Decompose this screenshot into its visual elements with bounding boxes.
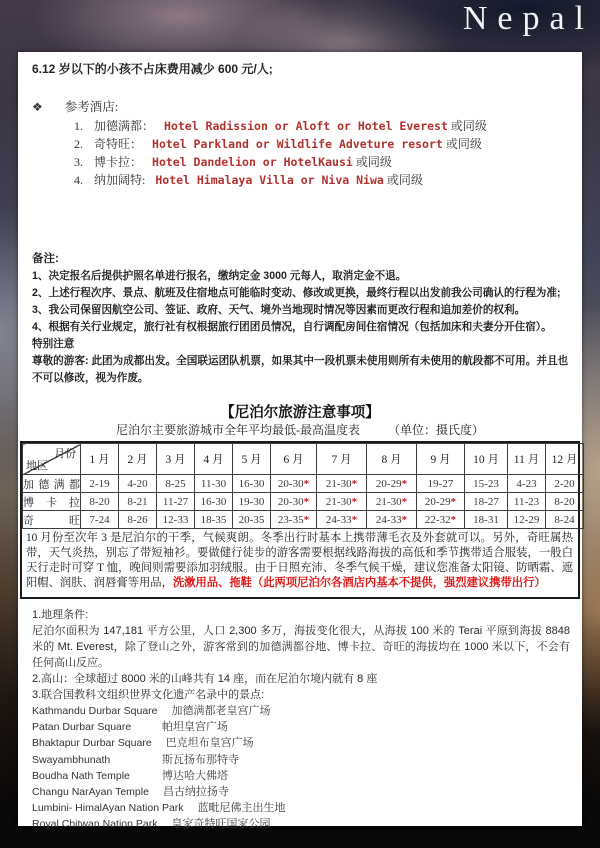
heritage-chinese-name: 斯瓦扬布那特寺	[162, 753, 239, 766]
month-header-cell: 4 月	[195, 444, 233, 475]
temperature-cell: 11-27	[157, 493, 195, 511]
heritage-chinese-name: 皇家奇特旺国家公园	[171, 818, 271, 831]
temperature-cell: 24-33*	[317, 511, 367, 529]
hotel-item-suffix: 或同级	[383, 173, 423, 187]
brand-title: Nepal	[462, 0, 594, 37]
heritage-list-item	[32, 816, 570, 832]
notes-list	[32, 268, 570, 336]
city-label-cell: 奇旺	[23, 511, 81, 529]
red-asterisk: *	[401, 513, 408, 526]
temperature-cell: 18-31	[465, 511, 508, 529]
temperature-cell: 21-30*	[367, 493, 417, 511]
month-header-cell: 8 月	[367, 444, 417, 475]
child-discount-note: 6.12 岁以下的小孩不占床费用减少 600 元/人;	[32, 62, 273, 76]
temperature-cell: 16-30	[233, 475, 271, 493]
heritage-english-name: Changu NarAyan Temple	[32, 786, 149, 799]
notes-title: 备注:	[32, 253, 59, 265]
special-notice-text: 尊敬的游客: 此团为成都出发。全国联运团队机票，如果其中一段机票未使用则所有未使用的航段都不可用。并且也不可以修改，视为作废。	[32, 355, 569, 384]
heritage-chinese-name: 巴克坦布皇宫广场	[165, 737, 254, 750]
notes-section	[32, 251, 570, 387]
heritage-list	[32, 703, 570, 833]
month-header-cell: 10 月	[465, 444, 508, 475]
mountains-heading: 2.高山：全球超过 8000 米的山峰共有 14 座，而在尼泊尔境内就有 8 座	[32, 673, 378, 685]
heritage-list-item	[32, 768, 570, 784]
temperature-cell: 21-30*	[317, 475, 367, 493]
hotel-list-item	[30, 153, 570, 171]
heritage-english-name: Lumbini- HimalAyan Nation Park	[32, 802, 184, 815]
special-notice-title: 特别注意	[32, 338, 75, 350]
temperature-cell: 12-33	[157, 511, 195, 529]
temperature-cell: 8-20	[81, 493, 119, 511]
temperature-cell: 4-20	[119, 475, 157, 493]
temperature-cell: 12-29	[508, 511, 546, 529]
geography-heading: 1.地理条件:	[32, 609, 89, 621]
table-title: 尼泊尔主要旅游城市全年平均最低-最高温度表	[115, 423, 360, 437]
unit-note: （单位：摄氏度）	[387, 423, 484, 437]
heritage-english-name: Swayambhunath	[32, 753, 111, 766]
temperature-row	[23, 511, 584, 529]
heritage-list-item	[32, 719, 570, 735]
temperature-cell: 21-30*	[317, 493, 367, 511]
heritage-english-name: Bhaktapur Durbar Square	[32, 737, 152, 750]
month-header-cell: 11 月	[508, 444, 546, 475]
temperature-cell: 23-35*	[271, 511, 317, 529]
heritage-english-name: Royal Chitwan Nation Park	[32, 818, 158, 831]
month-header-cell: 9 月	[417, 444, 465, 475]
red-asterisk: *	[351, 477, 358, 490]
temperature-row	[23, 493, 584, 511]
heritage-chinese-name: 博达哈大佛塔	[162, 769, 228, 782]
red-asterisk: *	[303, 495, 310, 508]
geography-paragraph: 尼泊尔面积为 147,181 平方公里，人口 2,300 多万，海拔变化很大，从海拔 100 米的 Terai 平原到海拔 8848 米的 Mt. Everest，除了登山之外，游客常到的加德满都谷地、博卡拉、奇旺的海拔均在 1000 米以下，不会有任何高山反应。	[32, 625, 570, 669]
heritage-list-item	[32, 752, 570, 768]
temperature-cell: 16-30	[195, 493, 233, 511]
temperature-cell: 15-23	[465, 475, 508, 493]
section-title: 【尼泊尔旅游注意事项】	[220, 405, 380, 421]
notes-list-item: 4、根据有关行业规定，旅行社有权根据旅行团团员情况，自行调配房间住宿情况（包括加床和夫妻分开住宿）。	[32, 321, 552, 333]
heritage-chinese-name: 加德满都老皇宫广场	[171, 705, 271, 717]
month-header-cell: 6 月	[271, 444, 317, 475]
month-header-cell: 5 月	[233, 444, 271, 475]
temperature-cell: 20-29*	[367, 475, 417, 493]
heritage-english-name: Kathmandu Durbar Square	[32, 705, 158, 717]
table-caption	[30, 422, 570, 439]
hotel-item-name: Hotel Parkland or Wildlife Adveture resort	[152, 137, 443, 151]
corner-month-label: 月份	[54, 448, 76, 460]
heritage-chinese-name: 帕坦皇宫广场	[162, 721, 228, 734]
month-header-cell: 1 月	[81, 444, 119, 475]
hotels-title: 参考酒店:	[64, 100, 119, 114]
temperature-cell: 11-23	[508, 493, 546, 511]
red-asterisk: *	[401, 495, 408, 508]
geography-section	[32, 607, 570, 833]
temperature-cell: 8-25	[157, 475, 195, 493]
temperature-cell: 18-35	[195, 511, 233, 529]
hotel-item-city: 加德满都：	[94, 119, 155, 133]
hotel-item-number: 4.	[74, 173, 83, 187]
heritage-list-item	[32, 703, 570, 719]
red-asterisk: *	[351, 495, 358, 508]
hotel-list-item	[30, 117, 570, 135]
climate-text: 10 月份至次年 3 是尼泊尔的干季，气候爽朗。冬季出行时基本上携带薄毛衣及外套就可以。另外，奇旺属热带，天气炎热，别忘了带短袖衫。要做健行徒步的游客需要根据线路海拔的高低和季节携带适合服装，一般白天行走时可穿 T 恤，晚间则需要添加羽绒服。由于日照充沛、冬季气候干燥，建议您准备太阳镜、防晒霜、遮阳帽、润肤、润唇膏等用品，	[26, 532, 573, 589]
document-page	[18, 52, 582, 831]
temperature-cell: 8-20	[546, 493, 584, 511]
city-label-cell: 加德满都	[23, 475, 81, 493]
temperature-cell: 7-24	[81, 511, 119, 529]
hotel-list-item	[30, 135, 570, 153]
heritage-english-name: Patan Durbar Square	[32, 721, 132, 734]
temperature-cell: 20-30*	[271, 475, 317, 493]
heritage-english-name: Boudha Nath Temple	[32, 769, 130, 782]
corner-region-label: 地区	[26, 460, 48, 472]
table-header-row	[23, 444, 584, 475]
temperature-cell: 2-20	[546, 475, 584, 493]
hotel-item-suffix: 或同级	[352, 155, 392, 169]
month-header-cell: 7 月	[317, 444, 367, 475]
hotel-list	[30, 117, 570, 189]
temperature-cell: 24-33*	[367, 511, 417, 529]
hotel-item-suffix: 或同级	[447, 119, 487, 133]
hotel-item-number: 3.	[74, 155, 83, 169]
temperature-cell: 19-27	[417, 475, 465, 493]
temperature-cell: 4-23	[508, 475, 546, 493]
hotel-item-city: 博卡拉：	[94, 155, 143, 169]
red-asterisk: *	[303, 513, 310, 526]
temperature-cell: 2-19	[81, 475, 119, 493]
temperature-box	[20, 441, 580, 599]
temperature-cell: 20-30*	[271, 493, 317, 511]
heritage-list-item	[32, 784, 570, 800]
climate-note	[22, 529, 578, 597]
temperature-cell: 22-32*	[417, 511, 465, 529]
red-asterisk: *	[450, 513, 457, 526]
red-asterisk: *	[401, 477, 408, 490]
heritage-heading: 3.联合国教科文组织世界文化遗产名录中的景点:	[32, 689, 265, 701]
red-asterisk: *	[351, 513, 358, 526]
month-header-cell: 3 月	[157, 444, 195, 475]
hotel-item-name: Hotel Dandelion or HotelKausi	[152, 155, 353, 169]
month-region-corner-cell	[23, 444, 81, 475]
hotel-list-item	[30, 171, 570, 189]
notes-list-item: 3、我公司保留因航空公司、签证、政府、天气、境外当地现时情况等因素而更改行程和追加差价的权利。	[32, 304, 526, 316]
temperature-cell: 20-35	[233, 511, 271, 529]
hotel-item-number: 2.	[74, 137, 83, 151]
heritage-list-item	[32, 735, 570, 751]
hotel-item-city: 奇特旺：	[94, 137, 143, 151]
month-header-cell: 2 月	[119, 444, 157, 475]
city-label-cell: 博卡拉	[23, 493, 81, 511]
temperature-cell: 8-24	[546, 511, 584, 529]
red-asterisk: *	[303, 477, 310, 490]
temperature-cell: 8-26	[119, 511, 157, 529]
heritage-list-item	[32, 800, 570, 816]
month-header-cell: 12 月	[546, 444, 584, 475]
temperature-cell: 8-21	[119, 493, 157, 511]
heritage-chinese-name: 蓝毗尼佛主出生地	[197, 802, 286, 815]
diamond-bullet-icon: ❖	[32, 100, 43, 114]
temperature-row	[23, 475, 584, 493]
hotels-header	[32, 97, 570, 115]
temperature-cell: 18-27	[465, 493, 508, 511]
hotel-item-suffix: 或同级	[442, 137, 482, 151]
temperature-cell: 19-30	[233, 493, 271, 511]
hotel-item-number: 1.	[74, 119, 83, 133]
climate-highlight: 洗漱用品、拖鞋（此两项尼泊尔各酒店内基本不提供，强烈建议携带出行）	[172, 577, 546, 589]
heritage-chinese-name: 昌古纳拉扬寺	[162, 786, 229, 799]
hotel-item-city: 纳加阔特:	[94, 173, 146, 187]
temperature-cell: 11-30	[195, 475, 233, 493]
notes-list-item: 2、上述行程次序、景点、航班及住宿地点可能临时变动、修改或更换，最终行程以出发前我公司确认的行程为准;	[32, 287, 561, 299]
temperature-table	[22, 443, 584, 529]
temperature-cell: 20-29*	[417, 493, 465, 511]
red-asterisk: *	[450, 495, 457, 508]
hotel-item-name: Hotel Radission or Aloft or Hotel Everest	[164, 119, 448, 133]
notes-list-item: 1、决定报名后提供护照名单进行报名，缴纳定金 3000 元每人，取消定金不退。	[32, 270, 407, 282]
hotel-item-name: Hotel Himalaya Villa or Niva Niwa	[155, 173, 384, 187]
